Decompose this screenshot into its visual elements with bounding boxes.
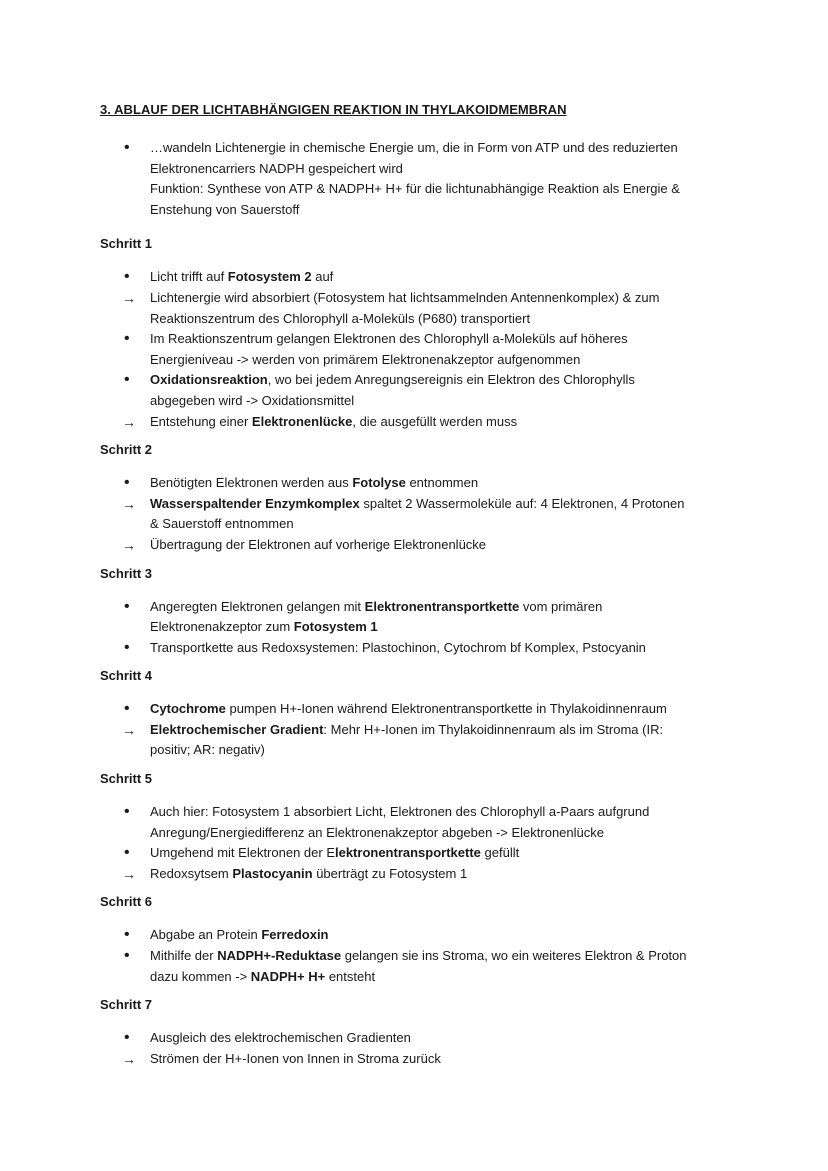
step-section-3: [100, 566, 740, 659]
intro-item: • …wandeln Lichtenergie in chemische Energie um, die in Form von ATP und des reduzierten Elektronencarriers NADPH gespeichert wird Funktion: Synthese von ATP & NADPH+ H+ für die lichtunabhängige Reaktion als Energie & Enstehung von Sauerstoff: [124, 139, 680, 217]
list-item: • Abgabe an Protein Ferredoxin: [124, 926, 329, 944]
list-item: • Oxidationsreaktion, wo bei jedem Anregungsereignis ein Elektron des Chlorophylls abgegeben wird -> Oxidationsmittel: [124, 371, 635, 408]
step-list: [100, 802, 740, 884]
list-item: → Wasserspaltender Enzymkomplex spaltet 2 Wassermoleküle auf: 4 Elektronen, 4 Protonen & Sauerstoff entnommen: [122, 495, 685, 532]
arrow-right-icon: →: [122, 721, 136, 738]
step-heading: Schritt 3: [100, 565, 153, 581]
step-heading: Schritt 7: [100, 997, 153, 1013]
arrow-right-icon: →: [122, 289, 136, 306]
list-item: • Licht trifft auf Fotosystem 2 auf: [124, 268, 334, 286]
bullet-icon: •: [124, 638, 130, 656]
step-section-4: [100, 668, 740, 761]
step-list: [100, 699, 740, 761]
list-item: • Transportkette aus Redoxsystemen: Plastochinon, Cytochrom bf Komplex, Pstocyanin: [124, 638, 646, 656]
arrow-right-icon: →: [122, 495, 136, 512]
step-section-2: [100, 442, 740, 555]
arrow-right-icon: →: [122, 536, 136, 553]
list-item: → Lichtenergie wird absorbiert (Fotosystem hat lichtsammelnden Antennenkomplex) & zum Reaktionszentrum des Chlorophyll a-Moleküls (P680) transportiert: [122, 289, 660, 326]
step-list: [100, 597, 740, 659]
step-section-7: [100, 997, 740, 1069]
arrow-right-icon: →: [122, 865, 136, 882]
list-item: → Entstehung einer Elektronenlücke, die ausgefüllt werden muss: [100, 412, 740, 433]
bullet-icon: •: [124, 597, 130, 615]
step-section-6: [100, 894, 740, 987]
list-item: • Umgehend mit Elektronen der Elektronentransportkette gefüllt: [124, 844, 520, 862]
arrow-right-icon: →: [122, 1050, 136, 1067]
intro-list: [100, 138, 740, 220]
list-item: → Elektrochemischer Gradient: Mehr H+-Ionen im Thylakoidinnenraum als im Stroma (IR: positiv; AR: negativ): [122, 721, 664, 758]
list-item: • Benötigten Elektronen werden aus Fotolyse entnommen: [124, 474, 479, 492]
step-heading: Schritt 4: [100, 668, 153, 684]
list-item: → Strömen der H+-Ionen von Innen in Stroma zurück: [100, 1049, 740, 1070]
arrow-right-icon: →: [122, 413, 136, 430]
bullet-icon: •: [124, 371, 130, 389]
list-item: • Ausgleich des elektrochemischen Gradienten: [124, 1029, 411, 1047]
step-heading: Schritt 2: [100, 442, 153, 458]
bullet-icon: •: [124, 947, 130, 965]
document-title: 3. ABLAUF DER LICHTABHÄNGIGEN REAKTION IN THYLAKOIDMEMBRAN: [100, 102, 567, 117]
step-section-1: [100, 236, 740, 432]
bullet-icon: •: [124, 139, 130, 156]
bullet-icon: •: [124, 330, 130, 348]
bullet-icon: •: [124, 1029, 130, 1047]
bullet-icon: •: [124, 268, 130, 286]
bullet-icon: •: [124, 700, 130, 718]
step-heading: Schritt 5: [100, 771, 153, 787]
list-item: • Im Reaktionszentrum gelangen Elektronen des Chlorophyll a-Moleküls auf höheres Energieniveau -> werden von primärem Elektronenakzeptor aufgenommen: [124, 330, 628, 367]
list-item: • Angeregten Elektronen gelangen mit Elektronentransportkette vom primären Elektronenakzeptor zum Fotosystem 1: [124, 597, 603, 635]
step-list: [100, 267, 740, 432]
step-heading: Schritt 1: [100, 236, 153, 252]
bullet-icon: •: [124, 926, 130, 944]
bullet-icon: •: [124, 844, 130, 862]
list-item: → Übertragung der Elektronen auf vorherige Elektronenlücke: [100, 535, 740, 556]
step-list: [100, 1028, 740, 1069]
list-item: • Auch hier: Fotosystem 1 absorbiert Licht, Elektronen des Chlorophyll a-Paars aufgrund Anregung/Energiedifferenz an Elektronenakzeptor abgeben -> Elektronenlücke: [124, 803, 650, 840]
step-list: [100, 473, 740, 555]
step-list: [100, 925, 740, 987]
bullet-icon: •: [124, 474, 130, 492]
step-heading: Schritt 6: [100, 894, 153, 910]
step-section-5: [100, 771, 740, 884]
document-page: [100, 102, 740, 1069]
list-item: • Mithilfe der NADPH+-Reduktase gelangen sie ins Stroma, wo ein weiteres Elektron & Proton dazu kommen -> NADPH+ H+ entsteht: [124, 947, 687, 984]
bullet-icon: •: [124, 803, 130, 821]
list-item: • Cytochrome pumpen H+-Ionen während Elektronentransportkette in Thylakoidinnenraum: [124, 700, 667, 718]
list-item: → Redoxsytsem Plastocyanin überträgt zu Fotosystem 1: [100, 864, 740, 885]
